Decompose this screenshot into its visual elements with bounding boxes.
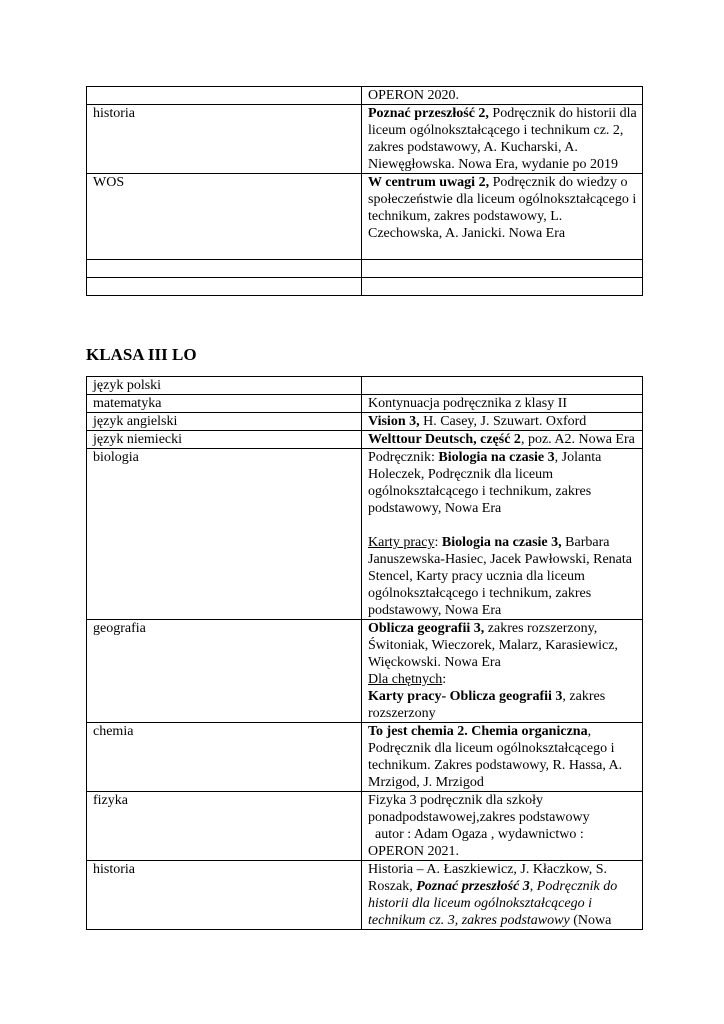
book-details: Fizyka 3 podręcznik dla szkoły ponadpodstawowej,zakres podstawowy (368, 793, 590, 825)
book-title: To jest chemia 2. Chemia organiczna (368, 724, 588, 739)
textbook-cell (362, 377, 643, 395)
book-details: H. Casey, J. Szuwart. Oxford (419, 414, 587, 429)
subject-cell: biologia (87, 449, 362, 620)
subject-cell: język polski (87, 377, 362, 395)
subject-cell: fizyka (87, 792, 362, 861)
subject-cell: matematyka (87, 395, 362, 413)
book-title: Biologia na czasie 3 (438, 450, 555, 465)
section-heading: KLASA III LO (86, 345, 197, 364)
subject-cell: historia (87, 861, 362, 930)
subject-cell: język angielski (87, 413, 362, 431)
book-details: Podręcznik do historii dla liceum ogólnokształcącego i technikum cz. 2, zakres podstawowy, A. Kucharski, A. Niewęgłowska. Nowa Era, wydanie po 2019 (368, 106, 637, 172)
textbook-cell: OPERON 2020. (362, 87, 643, 105)
book-prefix: Historia – A. Łaszkiewicz, J. Kłaczkow, S. Roszak, (368, 862, 607, 894)
textbook-cell (362, 174, 643, 260)
textbook-cell (362, 792, 643, 861)
textbook-cell: Kontynuacja podręcznika z klasy II (362, 395, 643, 413)
subject-cell: geografia (87, 620, 362, 723)
workbook-label: Karty pracy (368, 535, 435, 550)
book-title: Poznać przeszłość 2, (368, 106, 489, 121)
table-row-empty (87, 260, 643, 278)
table-row (87, 723, 643, 792)
book-details: Podręcznik do historii dla liceum ogólnokształcącego i technikum cz. 3, zakres podstawowy (368, 879, 618, 928)
book-details: , Podręcznik dla liceum ogólnokształcącego i technikum. Zakres podstawowy, R. Hassa, A. Mrzigod, J. Mrzigod (368, 724, 623, 790)
book-details: zakres rozszerzony, Świtoniak, Wieczorek, Malarz, Karasiewicz, Więckowski. Nowa Era (368, 621, 618, 670)
book-author: autor : Adam Ogaza , wydawnictwo : OPERON 2021. (368, 827, 588, 859)
book-title: Vision 3, (368, 414, 420, 429)
subject-cell (87, 87, 362, 105)
book-details: , Jolanta Holeczek, Podręcznik dla liceum ogólnokształcącego i technikum, zakres podstawowy, Nowa Era (368, 450, 602, 516)
table-class-3 (86, 376, 643, 930)
subject-cell: chemia (87, 723, 362, 792)
subject-cell: historia (87, 105, 362, 174)
book-details: , poz. A2. Nowa Era (520, 432, 635, 447)
book-title: Karty pracy- Oblicza geografii 3 (368, 689, 563, 704)
book-title: W centrum uwagi 2, (368, 175, 490, 190)
table-row (87, 395, 643, 413)
book-details: Podręcznik do wiedzy o społeczeństwie dla liceum ogólnokształcącego i technikum, zakres podstawowy, L. Czechowska, A. Janicki. Nowa Era (368, 175, 637, 241)
textbook-cell (362, 723, 643, 792)
textbook-cell (362, 105, 643, 174)
table-row (87, 87, 643, 105)
textbook-cell (362, 413, 643, 431)
book-title: Welttour Deutsch, część 2 (368, 432, 521, 447)
textbook-cell: Historia – A. Łaszkiewicz, J. Kłaczkow, S. Roszak, Poznać przeszłość 3, Podręcznik do historii dla liceum ogólnokształcącego i technikum cz. 3, zakres podstawowy (Nowa (362, 861, 643, 930)
table-row (87, 792, 643, 861)
subject-cell: język niemiecki (87, 431, 362, 449)
book-prefix: Podręcznik: (368, 450, 439, 465)
textbook-cell: Oblicza geografii 3, zakres rozszerzony, Świtoniak, Wieczorek, Malarz, Karasiewicz, Więckowski. Nowa Era Dla chętnych: Karty pracy- Oblicza geografii 3, zakres rozszerzony (362, 620, 643, 723)
table-row (87, 431, 643, 449)
table-row (87, 861, 643, 930)
table-row (87, 174, 643, 260)
table-row (87, 413, 643, 431)
book-details: Barbara Januszewska-Hasiec, Jacek Pawłowski, Renata Stencel, Karty pracy ucznia dla liceum ogólnokształcącego i technikum, zakres podstawowy, Nowa Era (368, 535, 632, 618)
textbook-cell (362, 431, 643, 449)
volunteer-label: Dla chętnych (368, 672, 443, 687)
table-row (87, 377, 643, 395)
subject-cell: WOS (87, 174, 362, 260)
table-row (87, 620, 643, 723)
table-row (87, 449, 643, 620)
book-title: Oblicza geografii 3, (368, 621, 485, 636)
table-row (87, 105, 643, 174)
table-class-2 (86, 86, 643, 296)
textbook-cell: Podręcznik: Biologia na czasie 3, Jolanta Holeczek, Podręcznik dla liceum ogólnokształcącego i technikum, zakres podstawowy, Nowa Era Karty pracy: Biologia na czasie 3, Barbara Januszewska-Hasiec, Jacek Pawłowski, Renata Stencel, Karty pracy ucznia dla liceum ogólnokształcącego i technikum, zakres podstawowy, Nowa Era (362, 449, 643, 620)
book-details: , zakres rozszerzony (368, 689, 606, 721)
book-title: Biologia na czasie 3, (441, 535, 562, 550)
book-title: Poznać przeszłość 3 (416, 879, 530, 894)
table-row-empty (87, 278, 643, 296)
